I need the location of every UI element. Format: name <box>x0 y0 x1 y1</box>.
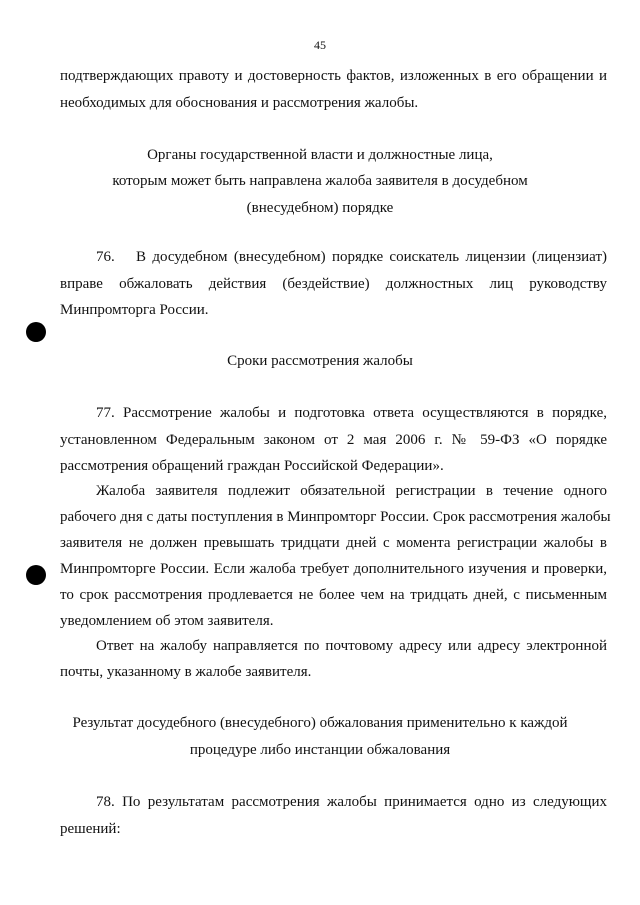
paragraph-78-line-1: 78. По результатам рассмотрения жалобы принимается одно из следующих <box>96 794 607 810</box>
section-heading-deadlines: Сроки рассмотрения жалобы <box>227 353 413 369</box>
paragraph-76-line-2: вправе обжаловать действия (бездействие) должностных лиц руководству <box>60 276 607 292</box>
paragraph-answer-line-1: Ответ на жалобу направляется по почтовому адресу или адресу электронной <box>96 638 607 654</box>
paragraph-77-line-1: 77. Рассмотрение жалобы и подготовка ответа осуществляются в порядке, <box>96 405 607 421</box>
section-heading-authorities-line-3: (внесудебном) порядке <box>246 200 394 216</box>
paragraph-76-number: 76. <box>96 249 115 265</box>
paragraph-76-line-3: Минпромторга России. <box>60 302 209 318</box>
paragraph-registration-line-5: то срок рассмотрения продлевается не более чем на тридцать дней, с письменным <box>60 587 607 603</box>
section-heading-result-line-2: процедуре либо инстанции обжалования <box>189 742 451 758</box>
paragraph-registration-line-6: уведомлением об этом заявителя. <box>60 613 274 629</box>
hole-punch-mark <box>26 565 46 585</box>
page-number: 45 <box>314 38 326 52</box>
paragraph-answer-line-2: почты, указанному в жалобе заявителя. <box>60 664 312 680</box>
paragraph-77-line-2: установленном Федеральным законом от 2 мая 2006 г. № 59-ФЗ «О порядке <box>60 432 607 448</box>
paragraph-registration-line-1: Жалоба заявителя подлежит обязательной регистрации в течение одного <box>96 483 607 499</box>
intro-line-1: подтверждающих правоту и достоверность фактов, изложенных в его обращении и <box>60 68 607 84</box>
paragraph-77-line-3: рассмотрения обращений граждан Российской Федерации». <box>60 458 444 474</box>
paragraph-registration-line-4: Минпромторге России. Если жалоба требует дополнительного изучения и проверки, <box>60 561 607 577</box>
section-heading-authorities-line-1: Органы государственной власти и должностные лица, <box>147 147 493 163</box>
intro-line-2: необходимых для обоснования и рассмотрения жалобы. <box>60 95 419 111</box>
hole-punch-mark <box>26 322 46 342</box>
section-heading-result-line-1: Результат досудебного (внесудебного) обжалования применительно к каждой <box>72 715 568 731</box>
paragraph-76-line-1 <box>96 248 607 266</box>
section-heading-authorities-line-2: которым может быть направлена жалоба заявителя в досудебном <box>112 173 528 189</box>
paragraph-76-text: В досудебном (внесудебном) порядке соискатель лицензии (лицензиат) <box>136 249 607 265</box>
paragraph-registration-line-2: рабочего дня с даты поступления в Минпромторг России. Срок рассмотрения жалобы <box>60 509 611 525</box>
paragraph-78-line-2: решений: <box>60 821 121 837</box>
paragraph-registration-line-3: заявителя не должен превышать тридцати дней с момента регистрации жалобы в <box>60 535 607 551</box>
